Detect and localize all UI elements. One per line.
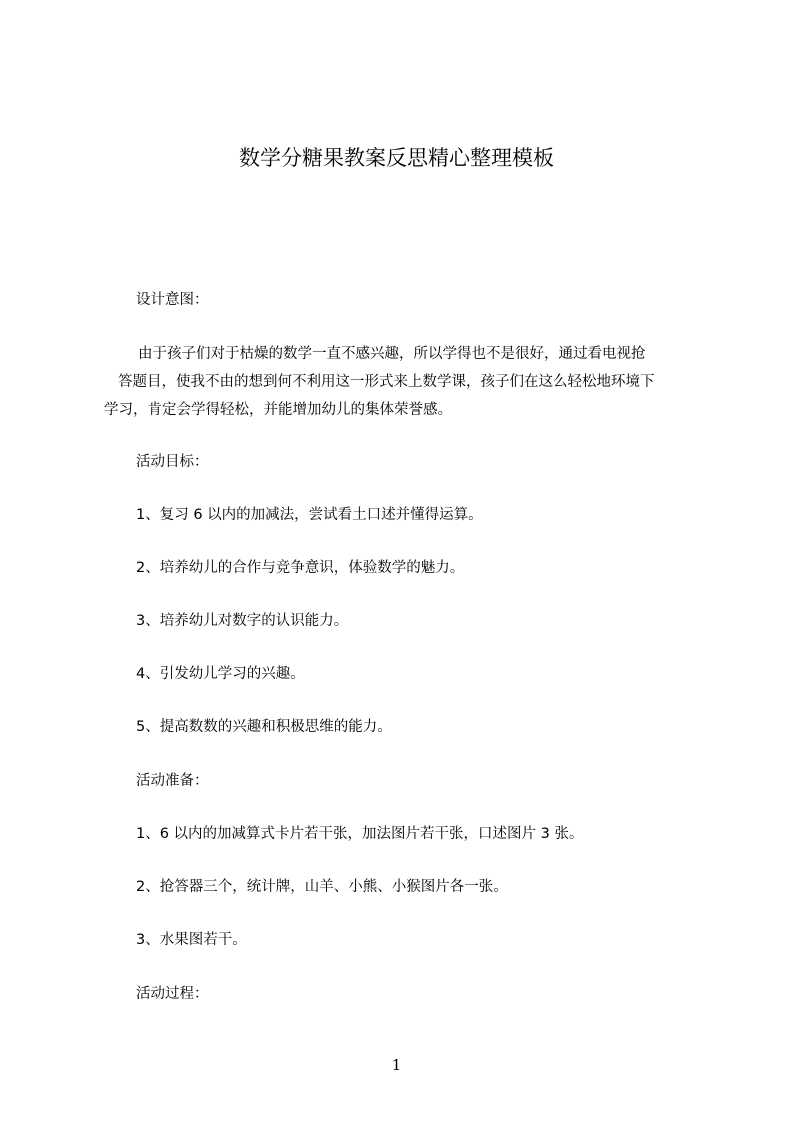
prep-heading: 活动准备： <box>136 773 209 789</box>
prep-item-1: 1、6 以内的加减算式卡片若干张，加法图片若干张，口述图片 3 张。 <box>136 826 584 842</box>
design-paragraph <box>104 344 704 424</box>
design-line-2: 答题目，使我不由的想到何不利用这一形式来上数学课，孩子们在这么轻松地环境下 <box>118 374 655 390</box>
design-heading: 设计意图： <box>136 292 209 308</box>
design-line-1: 由于孩子们对于枯燥的数学一直不感兴趣，所以学得也不是很好，通过看电视抢 <box>138 346 646 362</box>
prep-item-3: 3、水果图若干。 <box>136 932 247 948</box>
goals-heading: 活动目标： <box>136 454 209 470</box>
goal-item-1: 1、复习 6 以内的加减法，尝试看土口述并懂得运算。 <box>136 507 483 523</box>
goal-item-4: 4、引发幼儿学习的兴趣。 <box>136 666 305 682</box>
design-line-3: 学习，肯定会学得轻松，并能增加幼儿的集体荣誉感。 <box>104 402 452 418</box>
goal-item-5: 5、提高数数的兴趣和积极思维的能力。 <box>136 719 392 735</box>
document-title: 数学分糖果教案反思精心整理模板 <box>239 146 554 170</box>
goal-item-2: 2、培养幼儿的合作与竞争意识，体验数学的魅力。 <box>136 560 465 576</box>
process-heading: 活动过程： <box>136 986 209 1002</box>
page-number: 1 <box>391 1056 402 1074</box>
prep-item-2: 2、抢答器三个，统计牌，山羊、小熊、小猴图片各一张。 <box>136 879 508 895</box>
goal-item-3: 3、培养幼儿对数字的认识能力。 <box>136 613 349 629</box>
